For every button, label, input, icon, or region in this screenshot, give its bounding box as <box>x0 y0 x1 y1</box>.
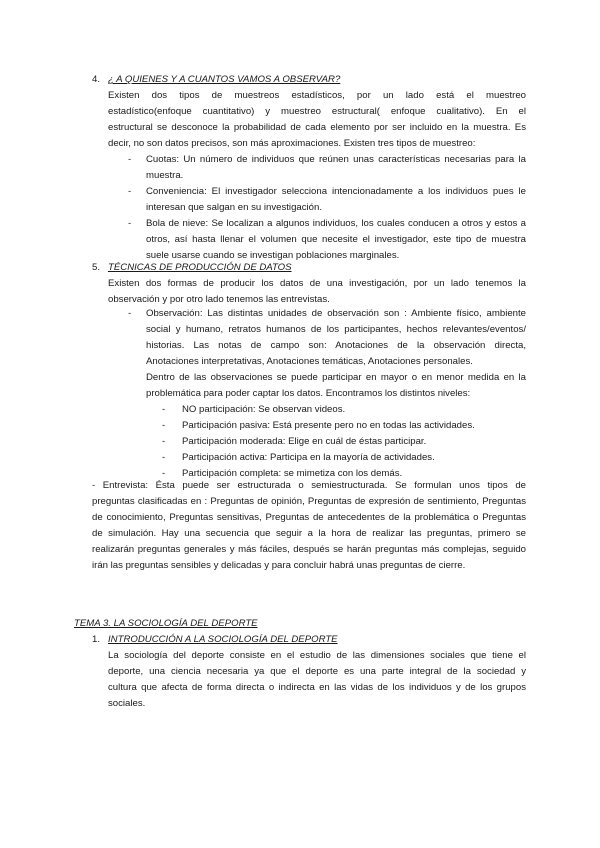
text-line: preguntas clasificadas en : Preguntas de opinión, Preguntas de expresión de sentimiento, Preguntas <box>92 496 526 507</box>
tema-3-body <box>108 648 526 712</box>
text-line: Conveniencia: El investigador selecciona intencionadamente a los individuos pues le <box>146 186 526 197</box>
text-line: realizarán preguntas generales y más fáciles, después se harán preguntas más complejas, seguido <box>92 544 526 555</box>
section-4-heading: ¿ A QUIENES Y A CUANTOS VAMOS A OBSERVAR? <box>108 74 341 85</box>
bullet-dash: - <box>128 154 132 165</box>
text-line: Cuotas: Un número de individuos que reúnen unas características necesarias para la <box>146 154 526 165</box>
text-line: sociales. <box>108 698 146 709</box>
text-line: Anotaciones interpretativas, Anotaciones temáticas, Anotaciones personales. <box>146 356 473 367</box>
text-line: Existen dos tipos de muestreos estadísticos, por un lado está el muestreo <box>108 90 526 101</box>
level-text: Participación moderada: Elige en cuál de éstas participar. <box>182 436 427 447</box>
text-line: deporte, una ciencia necesaria ya que el deporte es una parte integral de la sociedad y <box>108 666 526 677</box>
bullet-dash: - <box>128 308 132 319</box>
text-line: Dentro de las observaciones se puede participar en mayor o en menor medida en la <box>146 372 526 383</box>
text-line: Existen dos formas de producir los datos de una investigación, por un lado tenemos la <box>108 278 526 289</box>
bullet-dash: - <box>162 420 166 431</box>
section-5-intro <box>108 276 526 308</box>
text-line: cultura que afecta de forma directa o indirecta en las vidas de los individuos y de los grupos <box>108 682 526 693</box>
text-line: otros, así hasta llenar el volumen que necesite el investigador, este tipo de muestra <box>146 234 526 245</box>
text-line: irán las preguntas sensibles y delicadas y para concluir habrá unas preguntas de cierre. <box>92 560 466 571</box>
text-line: La sociología del deporte consiste en el estudio de las dimensiones sociales que tiene el <box>108 650 526 661</box>
list-item-bola-de-nieve <box>146 216 526 264</box>
bullet-dash: - <box>162 452 166 463</box>
list-item-observacion <box>146 306 526 402</box>
text-line: social y humano, retratos humanos de los participantes, hechos relevantes/eventos/ <box>146 324 526 335</box>
text-line: interesan que salgan en su investigación. <box>146 202 323 213</box>
text-line: observación y por otro lado tenemos las entrevistas. <box>108 294 330 305</box>
tema-3-title: TEMA 3. LA SOCIOLOGÍA DEL DEPORTE <box>74 618 258 629</box>
bullet-dash: - <box>128 186 132 197</box>
text-line: muestra. <box>146 170 184 181</box>
tema-3-section-heading: INTRODUCCIÓN A LA SOCIOLOGÍA DEL DEPORTE <box>108 634 338 645</box>
level-text: NO participación: Se observan videos. <box>182 404 346 415</box>
bullet-dash: - <box>128 218 132 229</box>
section-5-heading: TÉCNICAS DE PRODUCCIÓN DE DATOS <box>108 262 292 273</box>
section-5-number: 5. <box>92 262 101 273</box>
text-line: problemática para poder captar los datos. Encontramos los distintos niveles: <box>146 388 471 399</box>
section-4-intro <box>108 88 526 152</box>
text-line: de simulación. Hay una secuencia que seguir a la hora de realizar las preguntas, primero se <box>92 528 526 539</box>
bullet-dash: - <box>162 468 166 479</box>
bullet-dash: - <box>162 436 166 447</box>
level-text: Participación activa: Participa en la mayoría de actividades. <box>182 452 435 463</box>
text-line: estructural se desconoce la probabilidad de cada elemento por ser incluido en la muestra. Es <box>108 122 526 133</box>
level-text: Participación pasiva: Está presente pero no en todas las actividades. <box>182 420 475 431</box>
section-4-number: 4. <box>92 74 101 85</box>
text-line: - Entrevista: Ésta puede ser estructurada o semiestructurada. Se formulan unos tipos de <box>92 480 526 491</box>
bullet-dash: - <box>162 404 166 415</box>
list-item-conveniencia <box>146 184 526 216</box>
text-line: decir, no son datos precisos, son más aproximaciones. Existen tres tipos de muestreo: <box>108 138 476 149</box>
tema-3-section-number: 1. <box>92 634 101 645</box>
text-line: estadístico(enfoque cuantitativo) y muestreo estructural( enfoque cualitativo). En el <box>108 106 526 117</box>
level-text: Participación completa: se mimetiza con los demás. <box>182 468 403 479</box>
list-item-cuotas <box>146 152 526 184</box>
text-line: historias. Las notas de campo son: Anotaciones de la observación directa, <box>146 340 526 351</box>
text-line: Observación: Las distintas unidades de observación son : Ambiente físico, ambiente <box>146 308 526 319</box>
text-line: Bola de nieve: Se localizan a algunos individuos, los cuales conducen a otros y estos a <box>146 218 526 229</box>
text-line: de conocimiento, Preguntas sensitivas, Preguntas de antecedentes de la problemática o Preguntas <box>92 512 526 523</box>
entrevista-paragraph <box>92 478 526 574</box>
text-line: suele usarse cuando se investigan poblaciones marginales. <box>146 250 400 261</box>
